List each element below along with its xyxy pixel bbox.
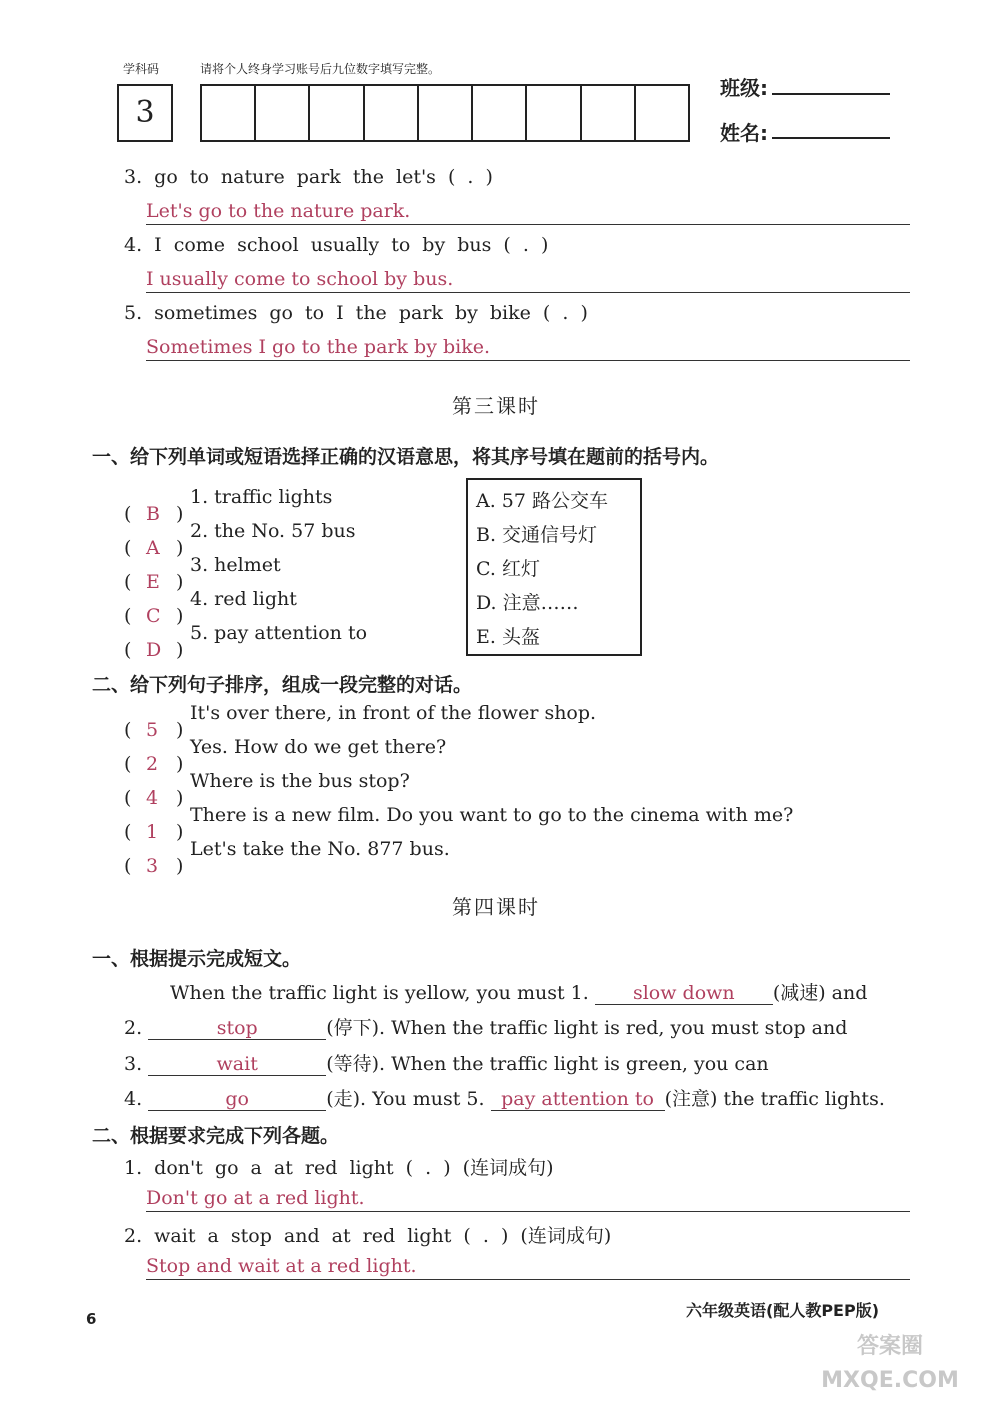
order-item: ( 4 ) Where is the bus stop?	[124, 770, 410, 809]
order-item: ( 5 ) It's over there, in front of the flower shop.	[124, 702, 597, 741]
passage-text: (停下). When the traffic light is red, you must stop and	[326, 1017, 848, 1039]
options-box	[466, 478, 642, 656]
digit-box[interactable]	[419, 86, 473, 140]
option-c: C. 红灯	[476, 558, 540, 580]
l4-question-2: 2. wait a stop and at red light ( . ) (连词成句)	[124, 1225, 612, 1247]
answer-line	[146, 360, 910, 361]
blank-5: pay attention to	[491, 1088, 665, 1111]
match-answer: B	[146, 503, 160, 525]
match-answer: C	[146, 605, 161, 627]
passage-text: When the traffic light is yellow, you must 1.	[170, 982, 589, 1004]
blank-2: stop	[148, 1017, 326, 1040]
match-item: ( A ) 2. the No. 57 bus	[124, 520, 356, 559]
order-answer: 5	[146, 719, 159, 741]
match-answer: D	[146, 639, 162, 661]
order-answer: 3	[146, 855, 159, 877]
answer-line	[146, 1279, 910, 1280]
answer-3: Let's go to the nature park.	[146, 200, 411, 222]
digit-box[interactable]	[365, 86, 419, 140]
passage-text: (走). You must 5.	[326, 1088, 485, 1110]
account-digit-boxes[interactable]	[200, 84, 690, 142]
subject-code-box	[117, 84, 173, 142]
l4-question-1: 1. don't go a at red light ( . ) (连词成句)	[124, 1157, 554, 1179]
option-e: E. 头盔	[476, 626, 540, 648]
name-label: 姓名:	[720, 121, 768, 145]
l4-answer-1: Don't go at a red light.	[146, 1187, 365, 1209]
digit-box[interactable]	[202, 86, 256, 140]
account-hint: 请将个人终身学习账号后九位数字填写完整。	[200, 62, 441, 76]
blank-3: wait	[148, 1053, 326, 1076]
option-b: B. 交通信号灯	[476, 524, 598, 546]
order-text: Where is the bus stop?	[190, 770, 410, 792]
order-item: ( 3 ) Let's take the No. 877 bus.	[124, 838, 450, 877]
passage-text: (等待). When the traffic light is green, you can	[326, 1053, 769, 1075]
digit-box[interactable]	[473, 86, 527, 140]
class-label: 班级:	[720, 76, 768, 100]
order-text: Let's take the No. 877 bus.	[190, 838, 450, 860]
question-5: 5. sometimes go to I the park by bike ( . )	[124, 302, 588, 324]
match-item: ( D ) 5. pay attention to	[124, 622, 368, 661]
lesson3-q2-heading: 二、给下列句子排序，组成一段完整的对话。	[92, 674, 473, 696]
passage-line-1	[170, 978, 867, 1005]
lesson3-q1-heading: 一、给下列单词或短语选择正确的汉语意思，将其序号填在题前的括号内。	[92, 446, 720, 468]
order-item: ( 2 ) Yes. How do we get there?	[124, 736, 447, 775]
order-answer: 4	[146, 787, 159, 809]
order-answer: 2	[146, 753, 159, 775]
match-text: 1. traffic lights	[190, 486, 333, 508]
question-4: 4. I come school usually to by bus ( . )	[124, 234, 549, 256]
passage-text: 3.	[124, 1053, 143, 1075]
l4-answer-2: Stop and wait at a red light.	[146, 1255, 417, 1277]
lesson3-title: 第三课时	[452, 394, 540, 418]
answer-line	[146, 224, 910, 225]
subject-code-label: 学科码	[123, 62, 160, 76]
digit-box[interactable]	[582, 86, 636, 140]
order-text: Yes. How do we get there?	[190, 736, 447, 758]
digit-box[interactable]	[256, 86, 310, 140]
match-answer: E	[146, 571, 160, 593]
match-answer: A	[146, 537, 160, 559]
subject-code-value: 3	[135, 95, 155, 130]
lesson4-title: 第四课时	[452, 895, 540, 919]
class-field[interactable]	[772, 92, 890, 95]
match-text: 4. red light	[190, 588, 297, 610]
passage-text: 4.	[124, 1088, 143, 1110]
option-a: A. 57 路公交车	[476, 490, 609, 512]
option-d: D. 注意……	[476, 592, 579, 614]
order-text: There is a new film. Do you want to go to the cinema with me?	[190, 804, 794, 826]
order-item: ( 1 ) There is a new film. Do you want to go to the cinema with me?	[124, 804, 794, 843]
digit-box[interactable]	[310, 86, 364, 140]
answer-4: I usually come to school by bus.	[146, 268, 454, 290]
match-text: 5. pay attention to	[190, 622, 368, 644]
passage-text: (减速) and	[772, 982, 868, 1004]
blank-1: slow down	[595, 982, 773, 1005]
digit-box[interactable]	[527, 86, 581, 140]
match-text: 2. the No. 57 bus	[190, 520, 356, 542]
book-title: 六年级英语(配人教PEP版)	[686, 1301, 880, 1320]
digit-box[interactable]	[636, 86, 688, 140]
order-answer: 1	[146, 821, 159, 843]
answer-5: Sometimes I go to the park by bike.	[146, 336, 491, 358]
name-field[interactable]	[772, 136, 890, 139]
page-number: 6	[86, 1310, 97, 1328]
match-item: ( B ) 1. traffic lights	[124, 486, 333, 525]
lesson4-q2-heading: 二、根据要求完成下列各题。	[92, 1125, 340, 1147]
watermark: 答案圈 MXQE.COM	[821, 1334, 959, 1393]
order-text: It's over there, in front of the flower shop.	[190, 702, 597, 724]
match-text: 3. helmet	[190, 554, 281, 576]
answer-line	[146, 1211, 910, 1212]
question-3: 3. go to nature park the let's ( . )	[124, 166, 493, 188]
passage-line-4	[124, 1084, 885, 1111]
passage-text: 2.	[124, 1017, 143, 1039]
answer-line	[146, 292, 910, 293]
match-item: ( C ) 4. red light	[124, 588, 297, 627]
passage-line-3	[124, 1049, 769, 1076]
passage-text: (注意) the traffic lights.	[664, 1088, 885, 1110]
blank-4: go	[148, 1088, 326, 1111]
lesson4-q1-heading: 一、根据提示完成短文。	[92, 948, 302, 970]
match-item: ( E ) 3. helmet	[124, 554, 281, 593]
passage-line-2	[124, 1013, 847, 1040]
